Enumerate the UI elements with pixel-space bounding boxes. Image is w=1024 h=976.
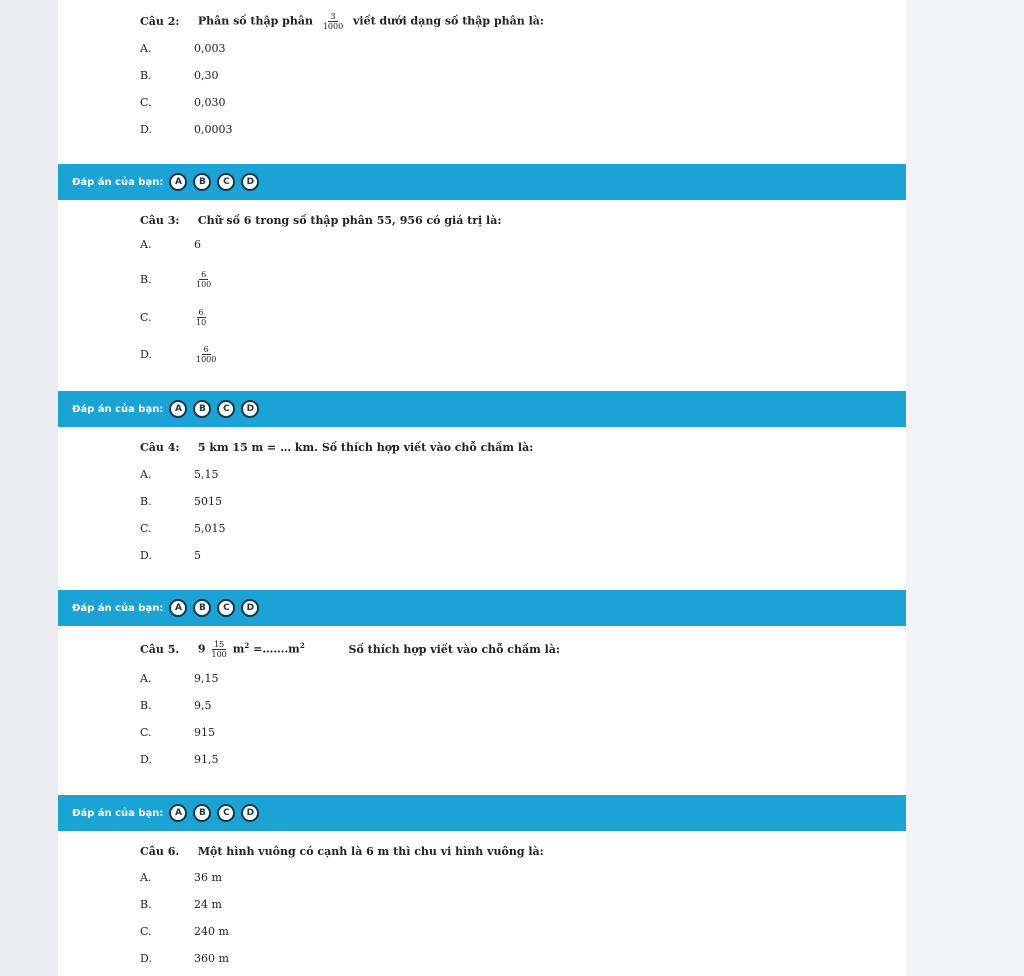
page-margin bbox=[906, 0, 1024, 976]
question-number: Câu 4: bbox=[140, 441, 180, 454]
option: A. 5,15 bbox=[140, 468, 219, 481]
option: B. 5015 bbox=[140, 495, 222, 508]
question-4 bbox=[140, 441, 533, 454]
question-2 bbox=[140, 12, 544, 31]
fraction: $\frac{15}{100}$ bbox=[211, 640, 227, 659]
answer-choice-b[interactable]: B bbox=[193, 599, 211, 617]
answer-choice-b[interactable]: B bbox=[193, 400, 211, 418]
answer-choice-a[interactable]: A bbox=[169, 599, 187, 617]
question-text-end: viết dưới dạng số thập phân là: bbox=[353, 14, 544, 28]
answer-choice-d[interactable]: D bbox=[241, 173, 259, 191]
option: D. $\frac{6}{1000}$ bbox=[140, 345, 217, 364]
answer-bar bbox=[58, 164, 906, 200]
option: C. 915 bbox=[140, 726, 215, 739]
answer-bar-label: Đáp án của bạn: bbox=[72, 602, 164, 614]
option: C. 240 m bbox=[140, 925, 229, 938]
option: B. 9,5 bbox=[140, 699, 212, 712]
question-number: Câu 5. bbox=[140, 642, 180, 656]
question-number: Câu 2: bbox=[140, 14, 180, 28]
fraction: $\frac{3}{1000}$ bbox=[322, 12, 344, 31]
option: A. 9,15 bbox=[140, 672, 219, 685]
option: B. 0,30 bbox=[140, 69, 219, 82]
option: D. 0,0003 bbox=[140, 123, 233, 136]
answer-bar bbox=[58, 391, 906, 427]
option: B. 24 m bbox=[140, 898, 222, 911]
option: A. 36 m bbox=[140, 871, 222, 884]
question-number: Câu 3: bbox=[140, 214, 180, 227]
option: D. 5 bbox=[140, 549, 201, 562]
question-text: Một hình vuông có cạnh là 6 m thì chu vi hình vuông là: bbox=[197, 845, 544, 858]
option: A. 0,003 bbox=[140, 42, 226, 55]
answer-choice-a[interactable]: A bbox=[169, 804, 187, 822]
answer-choice-c[interactable]: C bbox=[217, 400, 235, 418]
question-6 bbox=[140, 845, 544, 858]
answer-choice-b[interactable]: B bbox=[193, 804, 211, 822]
answer-choice-b[interactable]: B bbox=[193, 173, 211, 191]
option: A. 6 bbox=[140, 238, 201, 251]
answer-choice-a[interactable]: A bbox=[169, 173, 187, 191]
question-3 bbox=[140, 214, 501, 227]
option: C. $\frac{6}{10}$ bbox=[140, 308, 207, 327]
option: D. 91,5 bbox=[140, 753, 219, 766]
option: C. 0,030 bbox=[140, 96, 226, 109]
answer-choice-d[interactable]: D bbox=[241, 804, 259, 822]
answer-choice-c[interactable]: C bbox=[217, 173, 235, 191]
answer-choice-c[interactable]: C bbox=[217, 804, 235, 822]
answer-bar-label: Đáp án của bạn: bbox=[72, 403, 164, 415]
option: D. 360 m bbox=[140, 952, 229, 965]
answer-choice-a[interactable]: A bbox=[169, 400, 187, 418]
option: B. $\frac{6}{100}$ bbox=[140, 270, 212, 289]
answer-choice-d[interactable]: D bbox=[241, 400, 259, 418]
option: C. 5,015 bbox=[140, 522, 226, 535]
answer-bar-label: Đáp án của bạn: bbox=[72, 807, 164, 819]
answer-choice-d[interactable]: D bbox=[241, 599, 259, 617]
answer-bar bbox=[58, 795, 906, 831]
answer-bar bbox=[58, 590, 906, 626]
question-5: Câu 5. 9 $\frac{15}{100}$ $m^2$ $=\dots\dots.m^2$ Số thích hợp viết vào chỗ chấm là: bbox=[140, 640, 560, 659]
answer-choice-c[interactable]: C bbox=[217, 599, 235, 617]
question-text: 5 km 15 m = … km. Số thích hợp viết vào chỗ chấm là: bbox=[197, 441, 534, 454]
answer-bar-label: Đáp án của bạn: bbox=[72, 176, 164, 188]
question-text: Số thích hợp viết vào chỗ chấm là: bbox=[348, 642, 560, 656]
question-number: Câu 6. bbox=[140, 845, 180, 858]
question-text: Phân số thập phân bbox=[197, 14, 313, 28]
question-text: Chữ số 6 trong số thập phân 55, 956 có giá trị là: bbox=[197, 214, 502, 227]
